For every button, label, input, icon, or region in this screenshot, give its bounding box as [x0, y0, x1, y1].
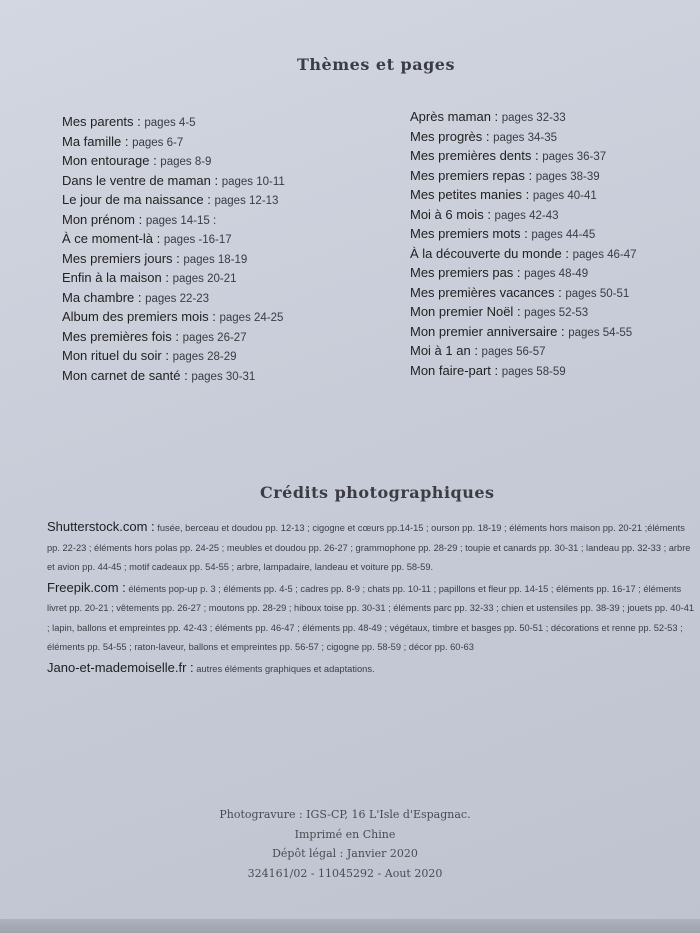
- theme-pages: pages 36-37: [542, 151, 607, 163]
- theme-pages: pages 40-41: [532, 190, 597, 202]
- theme-item: Mon faire-part : pages 58-59: [410, 362, 566, 378]
- theme-label: Après maman: [410, 109, 491, 124]
- theme-item: Ma famille : pages 6-7: [62, 133, 184, 149]
- theme-label: Mes premières vacances: [410, 284, 555, 300]
- theme-label: Mes progrès: [410, 128, 483, 144]
- theme-pages: pages 24-25: [219, 312, 284, 324]
- theme-item: Mon rituel du soir : pages 28-29: [62, 348, 237, 363]
- theme-label: Mon rituel du soir: [62, 348, 162, 363]
- theme-label: À la découverte du monde: [410, 245, 562, 261]
- theme-label: Mes premières fois: [62, 328, 172, 344]
- theme-item: Après maman : pages 32-33: [410, 109, 566, 124]
- theme-item: Mes premiers mots : pages 44-45: [410, 226, 596, 241]
- theme-item: Mes premiers pas : pages 48-49: [410, 265, 589, 280]
- theme-pages: pages 14-15 :: [145, 214, 217, 227]
- credit-text: éléments pop-up p. 3 ; éléments pp. 4-5 ; cadres pp. 8-9 ; chats pp. 10-11 ; papillons et fleur pp. 14-15 ; éléments pp. 16-17 ; éléments livret pp. 20-21 ; vêtements pp. 26-27 ; moutons pp. 28-29 ; hiboux toise pp. 30-31 ; éléments parc pp. 32-33 ; chien et ustensiles pp. 38-39 ; jouets pp. 40-41 ; lapin, ballons et empreintes pp. 42-43 ; éléments pp. 46-47 ; éléments pp. 48-49 ; végétaux, timbre et basges pp. 50-51 ; décorations et renne pp. 52-53 ; éléments pp. 54-55 ; raton-laveur, ballons et empreintes pp. 56-57 ; cigogne pp. 58-59 ; décor pp. 60-63: [47, 583, 695, 652]
- theme-item: À la découverte du monde : pages 46-47: [410, 245, 637, 261]
- theme-item: Mes progrès : pages 34-35: [410, 128, 558, 144]
- theme-pages: pages 30-31: [191, 370, 256, 383]
- theme-item: Moi à 1 an : pages 56-57: [410, 343, 546, 358]
- colophon-line: Dépôt légal : Janvier 2020: [272, 847, 418, 861]
- theme-pages: pages 4-5: [144, 117, 196, 129]
- theme-item: Mes premières vacances : pages 50-51: [410, 284, 630, 300]
- theme-label: Enfin à la maison: [62, 270, 162, 285]
- theme-item: Enfin à la maison : pages 20-21: [62, 270, 237, 285]
- theme-label: Ma famille: [62, 133, 122, 149]
- colophon-line: 324161/02 - 11045292 - Aout 2020: [247, 866, 443, 880]
- theme-item: Mon premier anniversaire : pages 54-55: [410, 323, 633, 339]
- theme-pages: pages 18-19: [183, 253, 248, 266]
- theme-label: Mes premiers repas: [410, 167, 525, 183]
- theme-label: Mon prénom: [62, 211, 135, 227]
- theme-item: Mes petites manies : pages 40-41: [410, 187, 597, 202]
- theme-label: Mon entourage: [62, 153, 150, 168]
- theme-pages: pages 46-47: [572, 248, 637, 261]
- theme-item: Mon carnet de santé : pages 30-31: [62, 367, 256, 383]
- theme-label: Mes premiers pas: [410, 265, 514, 280]
- theme-item: Mes premières dents : pages 36-37: [410, 148, 607, 163]
- colophon-line: Photogravure : IGS-CP, 16 L'Isle d'Espagnac.: [219, 808, 471, 821]
- theme-label: Mes premiers mots: [410, 226, 521, 241]
- credit-source: Jano-et-mademoiselle.fr :: [47, 659, 194, 675]
- theme-label: Moi à 6 mois: [410, 206, 484, 222]
- theme-pages: pages 56-57: [481, 346, 546, 358]
- theme-pages: pages 38-39: [535, 170, 600, 183]
- theme-pages: pages 28-29: [172, 351, 237, 363]
- theme-label: Ma chambre: [62, 289, 135, 305]
- colophon: [200, 805, 490, 883]
- theme-item: Mes parents : pages 4-5: [62, 114, 196, 129]
- theme-item: Mon entourage : pages 8-9: [62, 153, 212, 168]
- themes-right-column: [410, 107, 637, 380]
- theme-label: Mes premières dents: [410, 148, 532, 163]
- theme-pages: pages 32-33: [501, 112, 566, 124]
- theme-pages: pages 8-9: [160, 156, 212, 168]
- theme-pages: pages 54-55: [568, 326, 633, 339]
- theme-label: Mes petites manies: [410, 187, 522, 202]
- theme-item: Mes premières fois : pages 26-27: [62, 328, 247, 344]
- theme-pages: pages 20-21: [172, 273, 237, 285]
- theme-pages: pages 50-51: [565, 287, 630, 300]
- theme-label: Mon carnet de santé: [62, 367, 181, 383]
- theme-pages: pages 22-23: [145, 292, 210, 305]
- theme-pages: pages -16-17: [163, 234, 232, 246]
- theme-item: Album des premiers mois : pages 24-25: [62, 309, 284, 324]
- theme-pages: pages 58-59: [501, 365, 566, 378]
- theme-item: Dans le ventre de maman : pages 10-11: [62, 172, 285, 188]
- colophon-line: Imprimé en Chine: [294, 827, 396, 841]
- themes-left-column: [62, 112, 285, 385]
- credit-text: autres éléments graphiques et adaptations.: [196, 663, 375, 674]
- page-edge: [0, 919, 700, 933]
- theme-label: Mon premier Noël: [410, 304, 514, 319]
- theme-label: Album des premiers mois: [62, 309, 209, 324]
- credit-text: fusée, berceau et doudou pp. 12-13 ; cigogne et cœurs pp.14-15 ; ourson pp. 18-19 ; éléments hors maison pp. 20-21 ;éléments pp. 22-23 ; éléments hors polas pp. 24-25 ; meubles et doudou pp. 26-27 ; grammophone pp. 28-29 ; toupie et canards pp. 30-31 ; landeau pp. 32-33 ; arbre et avion pp. 44-45 ; motif cadeaux pp. 54-55 ; arbre, lampadaire, landeau et voiture pp. 58-59.: [47, 523, 691, 572]
- credits-title: Crédits photographiques: [260, 483, 495, 502]
- theme-item: À ce moment-là : pages -16-17: [62, 231, 232, 246]
- theme-item: Moi à 6 mois : pages 42-43: [410, 206, 559, 222]
- theme-label: Le jour de ma naissance: [62, 192, 204, 207]
- theme-item: Mes premiers repas : pages 38-39: [410, 167, 600, 183]
- theme-label: Mon faire-part: [410, 362, 491, 378]
- credit-source: Shutterstock.com :: [47, 519, 155, 534]
- theme-item: Mon prénom : pages 14-15 :: [62, 211, 217, 227]
- theme-pages: pages 34-35: [493, 131, 558, 144]
- theme-pages: pages 42-43: [494, 209, 559, 222]
- theme-item: Ma chambre : pages 22-23: [62, 289, 210, 305]
- theme-label: Mon premier anniversaire: [410, 323, 558, 339]
- theme-item: Mes premiers jours : pages 18-19: [62, 250, 248, 266]
- theme-pages: pages 44-45: [531, 229, 596, 241]
- theme-pages: pages 12-13: [214, 195, 279, 207]
- theme-label: À ce moment-là: [62, 231, 154, 246]
- themes-title: Thèmes et pages: [297, 55, 455, 74]
- theme-item: Mon premier Noël : pages 52-53: [410, 304, 589, 319]
- theme-label: Mes premiers jours: [62, 250, 173, 266]
- credit-source: Freepik.com :: [47, 579, 126, 595]
- theme-pages: pages 6-7: [132, 136, 184, 149]
- theme-item: Le jour de ma naissance : pages 12-13: [62, 192, 279, 207]
- theme-pages: pages 10-11: [221, 175, 285, 188]
- theme-pages: pages 48-49: [524, 268, 589, 280]
- credits-text: [47, 517, 695, 679]
- theme-pages: pages 52-53: [524, 307, 589, 319]
- theme-label: Dans le ventre de maman: [62, 172, 211, 188]
- theme-label: Moi à 1 an: [410, 343, 471, 358]
- theme-pages: pages 26-27: [182, 331, 247, 344]
- theme-label: Mes parents: [62, 114, 134, 129]
